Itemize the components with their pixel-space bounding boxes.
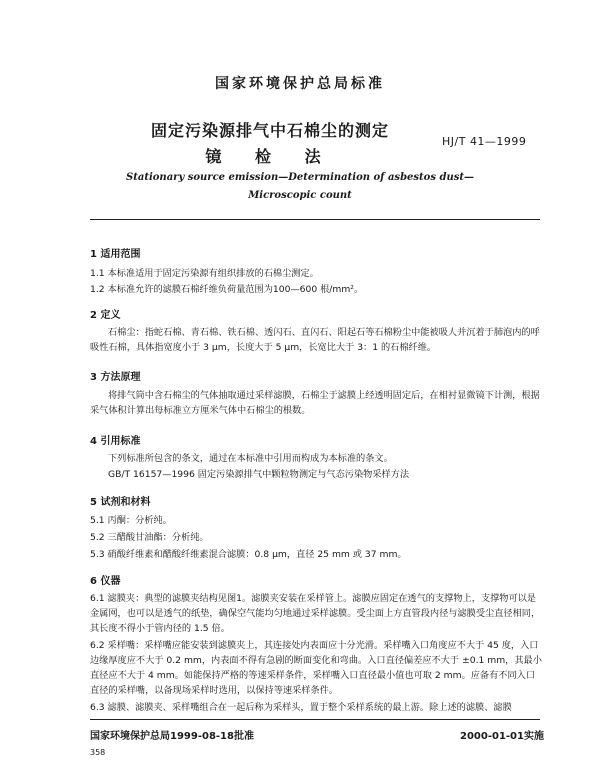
section-2-heading: 2 定义 [90,310,121,321]
english-title-line2: Microscopic count [248,190,352,201]
section-6-heading: 6 仪器 [90,576,121,587]
clause-5-3: 5.3 硝酸纤维素和醋酸纤维素混合滤膜：0.8 μm，直径 25 mm 或 37 mm。 [90,549,407,560]
issuing-agency: 国家环境保护总局标准 [215,76,385,92]
english-title-line1: Stationary source emission—Determination of asbestos dust— [126,172,474,183]
reference-gb-t-16157: GB/T 16157—1996 固定污染源排气中颗粒物测定与气态污染物采样方法 [108,469,410,480]
clause-1-1: 1.1 本标准适用于固定污染源有组织排放的石棉尘测定。 [90,268,319,279]
effective-date: 2000-01-01实施 [460,731,544,742]
clause-6-2: 6.2 采样嘴：采样嘴应能安装到滤膜夹上，其连接处内表面应十分光滑。采样嘴入口角度应不大于 45 度，入口边缘厚度应不大于 0.2 mm，内表面不得有急剧的断面变化和弯曲。入口直径偏差应不大于 ±0.1 mm，其最小直径应不大于 4 mm。如能保持严格的等速采样条件，采样嘴入口直径最小值也可取 2 mm。应备有不同入口直径的采样嘴，以备现场采样时选用，以保持等速采样条件。 [90,640,542,696]
page-number: 358 [90,748,106,757]
section-1-heading: 1 适用范围 [90,249,141,260]
reference-intro: 下列标准所包含的条文，通过在本标准中引用而构成为本标准的条文。 [108,453,393,464]
clause-1-2: 1.2 本标准允许的滤膜石棉纤维负荷量范围为100—600 根/mm²。 [90,284,364,295]
clause-5-2: 5.2 三醋酸甘油酯：分析纯。 [90,532,209,543]
clause-5-1: 5.1 丙酮：分析纯。 [90,515,172,526]
method-principle-paragraph: 将排气筒中含石棉尘的气体抽取通过采样滤膜，石棉尘于滤膜上经透明固定后，在相衬显微镜下计测，根据采气体积计算出每标准立方厘米气体中石棉尘的根数。 [90,390,540,416]
header-divider [90,219,540,220]
document-subtitle: 镜 检 法 [205,147,335,166]
standard-number: HJ/T 41—1999 [442,135,527,148]
section-5-heading: 5 试剂和材料 [90,497,151,508]
approval-date: 国家环境保护总局1999-08-18批准 [90,731,254,742]
document-title: 固定污染源排气中石棉尘的测定 [150,121,389,140]
clause-6-3: 6.3 滤膜、滤膜夹、采样嘴组合在一起后称为采样头，置于整个采样系统的最上游。除上述的滤膜、滤膜 [90,702,512,713]
definition-paragraph: 石棉尘：指蛇石棉、青石棉、铁石棉、透闪石、直闪石、阳起石等石棉粉尘中能被吸人并沉着于肺泡内的呼吸性石棉，具体指宽度小于 3 μm，长度大于 5 μm，长宽比大于 3：1 的石棉纤维。 [90,327,540,353]
section-3-heading: 3 方法原理 [90,372,141,383]
footer-divider [90,719,540,720]
clause-6-1: 6.1 滤膜夹：典型的滤膜夹结构见图1。滤膜夹安装在采样管上。滤膜应固定在透气的支撑物上，支撑物可以是金属网，也可以是透气的纸垫，确保空气能均匀地通过采样滤膜。受尘面上方直管段内径与滤膜受尘直径相同，其长度不得小于管内径的 1.5 倍。 [90,593,541,634]
section-4-heading: 4 引用标准 [90,436,141,447]
